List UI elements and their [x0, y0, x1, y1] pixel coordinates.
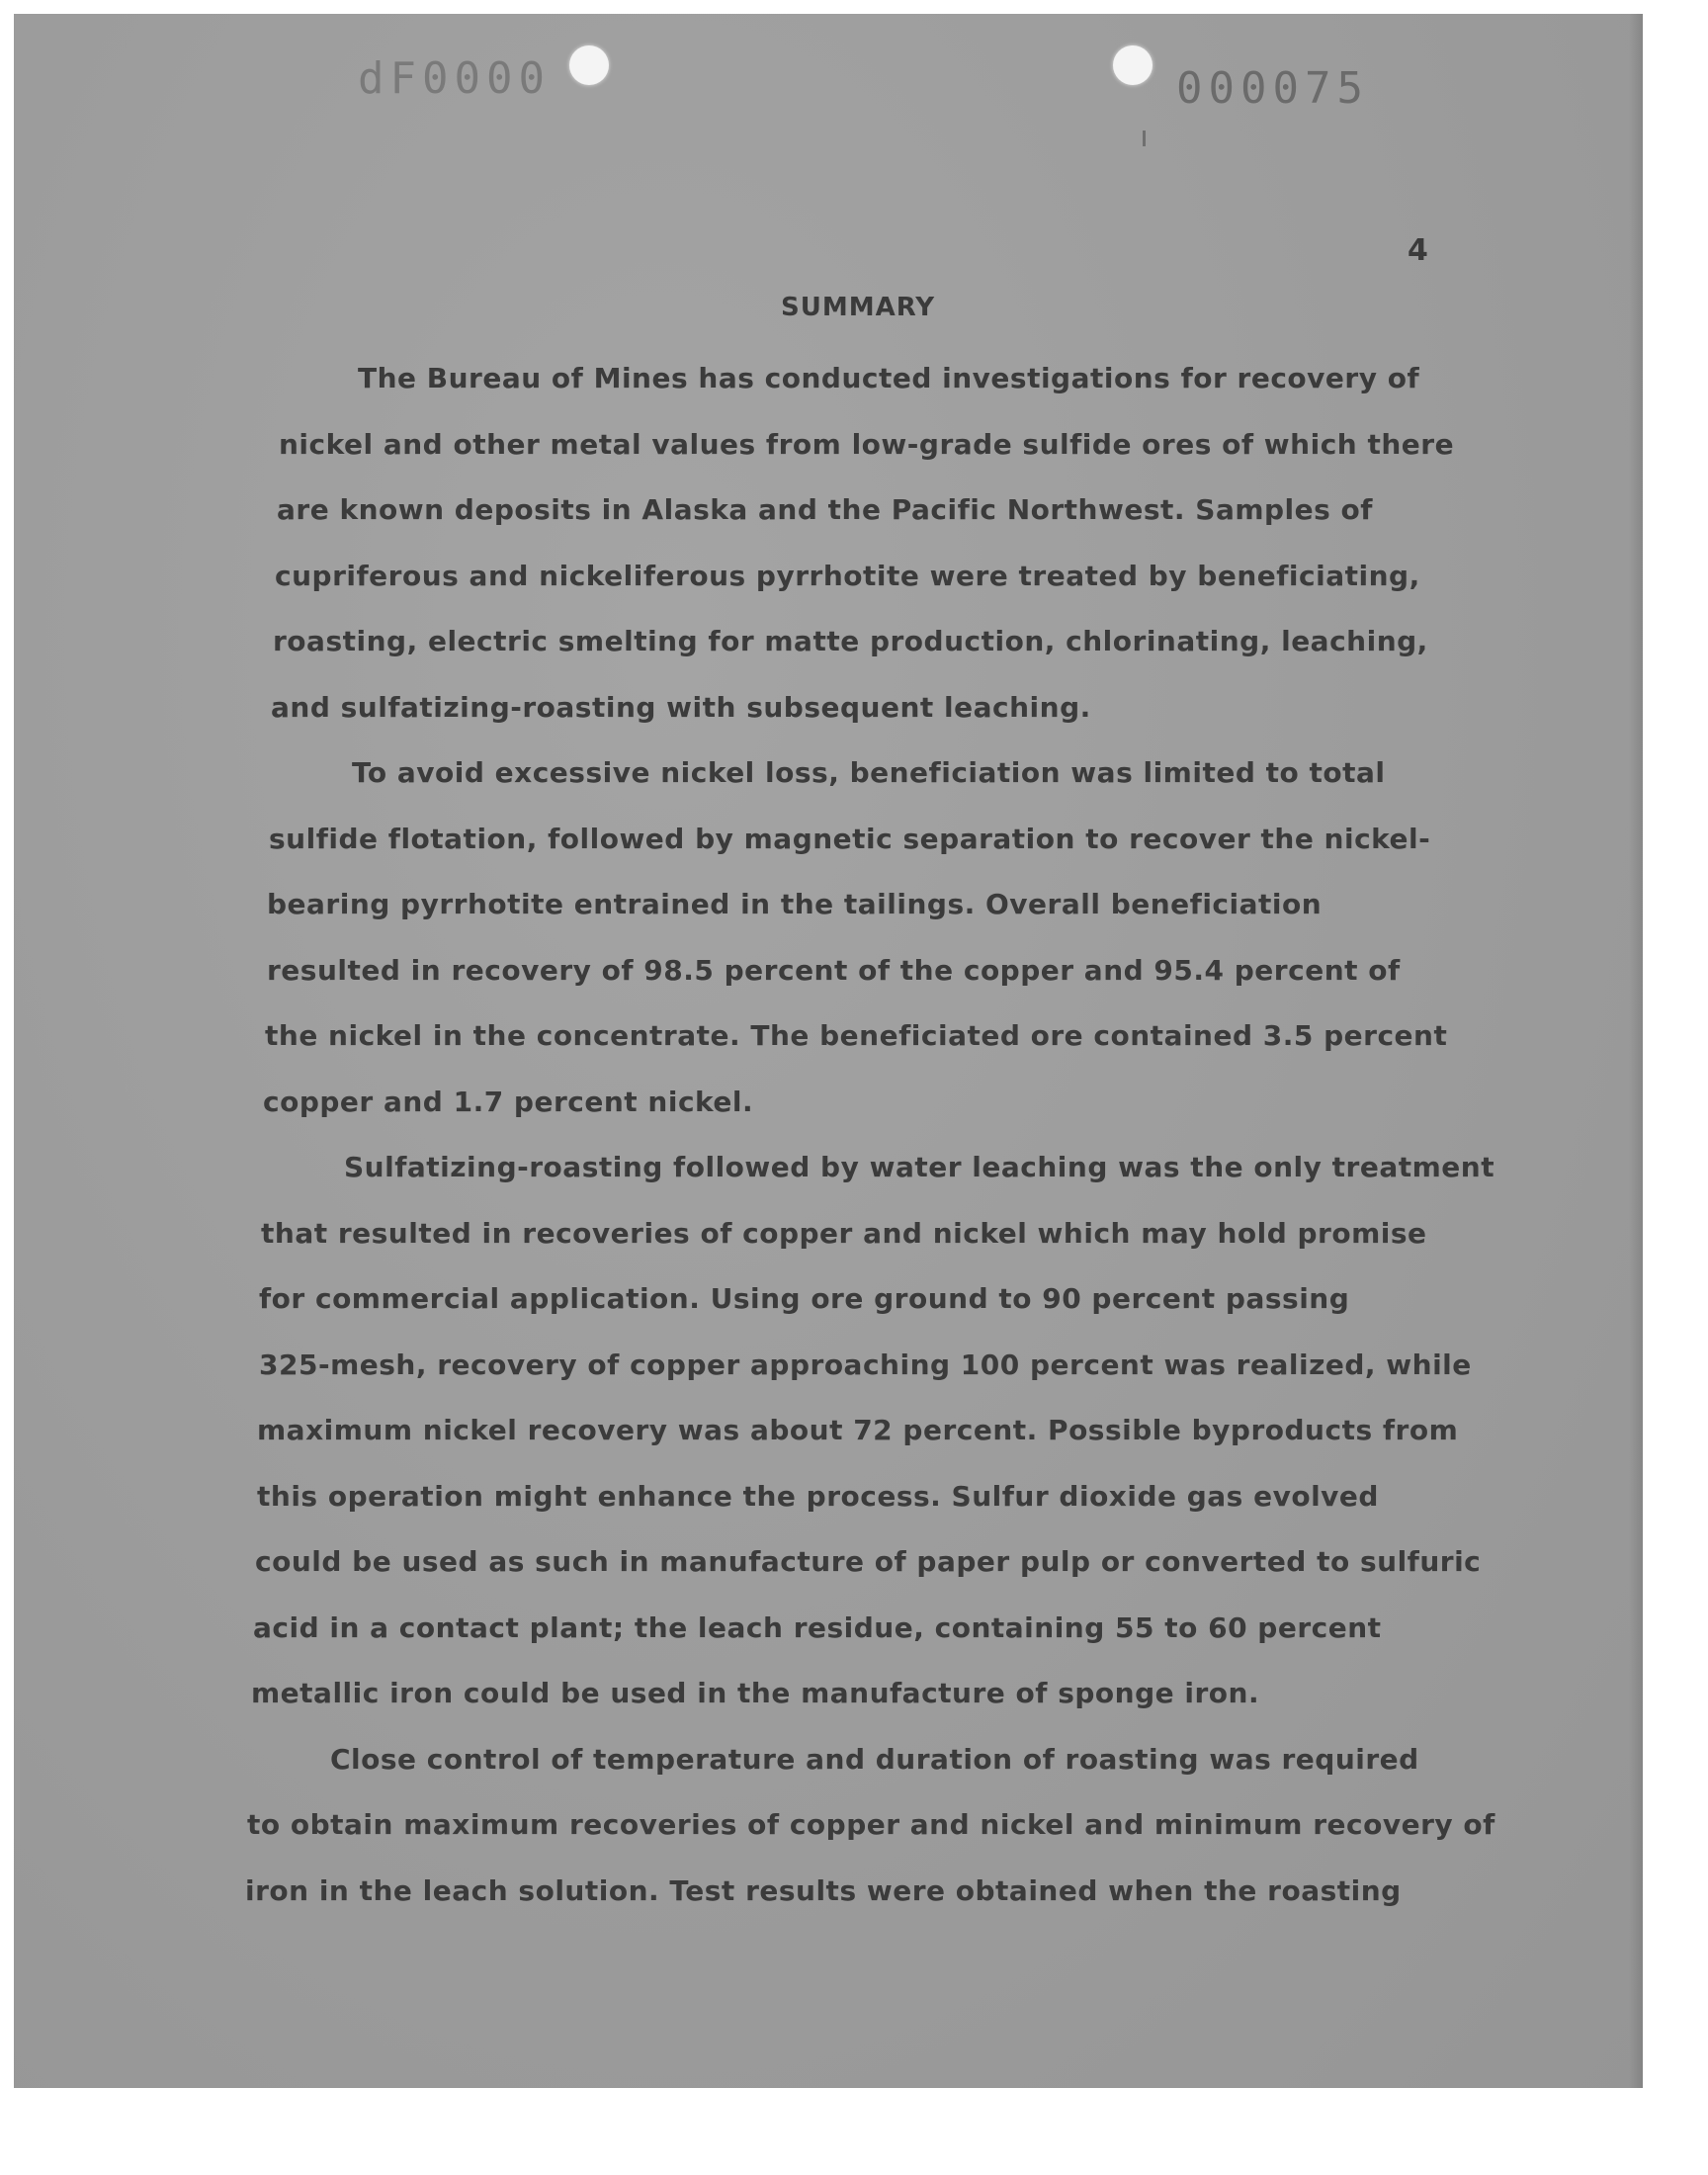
punch-hole-right [1113, 45, 1153, 85]
page-edge-shadow [1629, 14, 1643, 2088]
paragraph-3-line-7: could be used as such in manufacture of paper pulp or converted to sulfuric [255, 1545, 1482, 1578]
paragraph-1-line-3: are known deposits in Alaska and the Pacific Northwest. Samples of [277, 493, 1373, 526]
paragraph-1-line-5: roasting, electric smelting for matte production, chlorinating, leaching, [273, 625, 1428, 657]
paragraph-3-line-9: metallic iron could be used in the manufacture of sponge iron. [251, 1677, 1260, 1709]
document-stamp-left: dF0000 [358, 53, 551, 104]
ink-mark [1143, 130, 1146, 146]
paragraph-3-line-4: 325-mesh, recovery of copper approaching 100 percent was realized, while [259, 1348, 1472, 1381]
document-stamp-right: 000075 [1176, 63, 1369, 114]
paragraph-4-line-1: Close control of temperature and duration of roasting was required [330, 1742, 1419, 1776]
scan-margin-bottom [0, 2088, 1708, 2175]
page-number: 4 [1408, 233, 1428, 268]
paragraph-2-line-3: bearing pyrrhotite entrained in the tailings. Overall beneficiation [267, 888, 1323, 920]
paragraph-1-line-2: nickel and other metal values from low-grade sulfide ores of which there [279, 427, 1455, 461]
paragraph-3-line-3: for commercial application. Using ore ground to 90 percent passing [259, 1282, 1350, 1315]
scanned-page [14, 14, 1643, 2088]
paragraph-3-line-6: this operation might enhance the process. Sulfur dioxide gas evolved [257, 1479, 1379, 1513]
paragraph-2-line-5: the nickel in the concentrate. The beneficiated ore contained 3.5 percent [265, 1019, 1448, 1052]
paragraph-4-line-3: iron in the leach solution. Test results were obtained when the roasting [245, 1873, 1402, 1907]
body-text [241, 346, 1526, 1924]
paragraph-1-line-1: The Bureau of Mines has conducted investigations for recovery of [358, 362, 1420, 394]
paragraph-2-line-1: To avoid excessive nickel loss, beneficiation was limited to total [352, 756, 1386, 789]
paragraph-1-line-6: and sulfatizing-roasting with subsequent leaching. [271, 690, 1091, 724]
paragraph-3-line-5: maximum nickel recovery was about 72 percent. Possible byproducts from [257, 1414, 1459, 1446]
paragraph-2-line-6: copper and 1.7 percent nickel. [263, 1085, 754, 1118]
paragraph-1-line-4: cupriferous and nickeliferous pyrrhotite were treated by beneficiating, [275, 559, 1420, 592]
paragraph-2-line-4: resulted in recovery of 98.5 percent of the copper and 95.4 percent of [267, 953, 1401, 987]
punch-hole-left [569, 45, 609, 85]
section-title: SUMMARY [781, 293, 936, 322]
paragraph-2-line-2: sulfide flotation, followed by magnetic separation to recover the nickel- [269, 822, 1431, 855]
paragraph-4-line-2: to obtain maximum recoveries of copper and nickel and minimum recovery of [247, 1808, 1495, 1841]
paragraph-3-line-2: that resulted in recoveries of copper and nickel which may hold promise [261, 1216, 1427, 1250]
paragraph-3-line-1: Sulfatizing-roasting followed by water leaching was the only treatment [344, 1151, 1495, 1183]
paragraph-3-line-8: acid in a contact plant; the leach residue, containing 55 to 60 percent [253, 1610, 1382, 1644]
